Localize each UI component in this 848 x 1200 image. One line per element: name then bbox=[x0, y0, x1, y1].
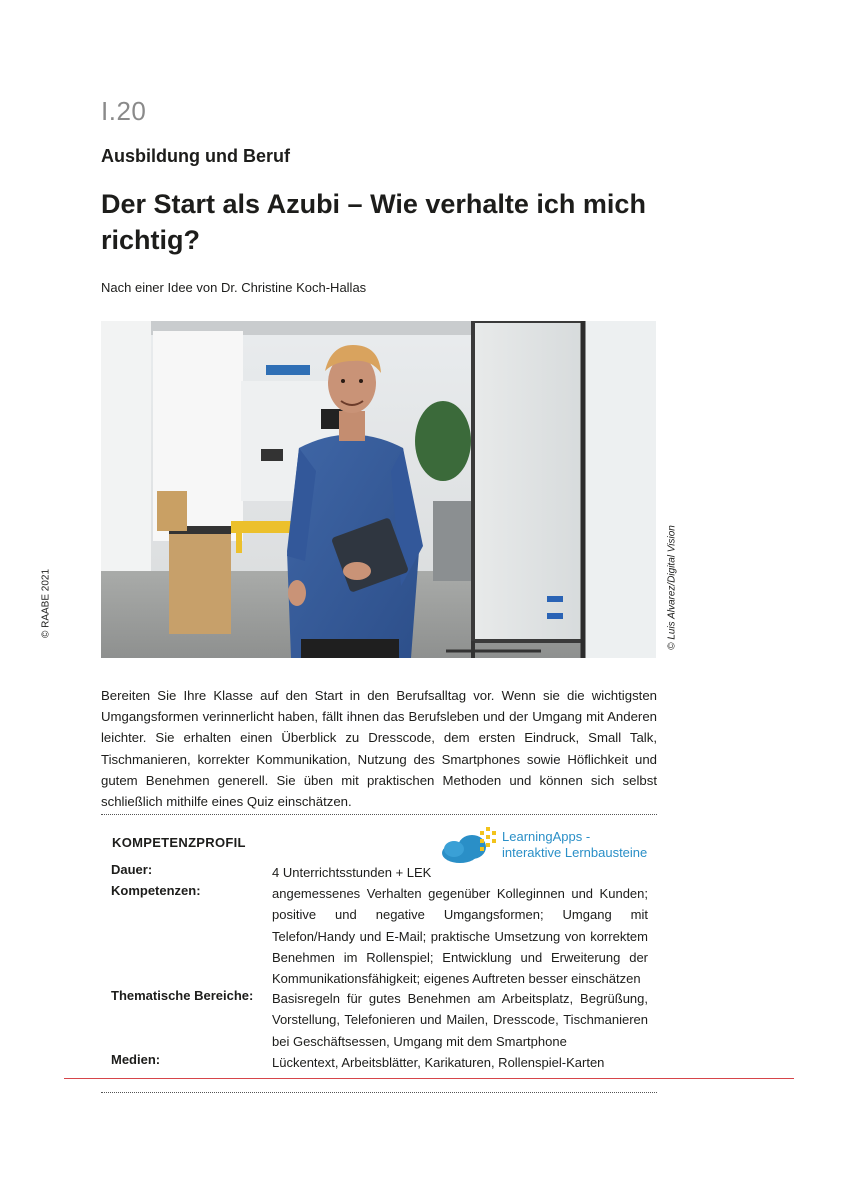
dauer-label: Dauer: bbox=[111, 862, 153, 877]
author-line: Nach einer Idee von Dr. Christine Koch-Hallas bbox=[101, 280, 367, 295]
photo-credit bbox=[664, 520, 678, 660]
learningapps-text bbox=[502, 829, 647, 861]
cloud-icon bbox=[440, 823, 500, 867]
category-label: Ausbildung und Beruf bbox=[101, 146, 290, 166]
photo-credit-text: © Luis Alvarez/Digital Vision bbox=[666, 525, 678, 650]
page-title: Der Start als Azubi – Wie verhalte ich mich richtig? bbox=[101, 189, 646, 255]
office-photo-illustration bbox=[101, 321, 656, 658]
dotted-divider-bottom bbox=[101, 1092, 657, 1093]
thematische-bereiche-value: Basisregeln für gutes Benehmen am Arbeitsplatz, Begrüßung, Vorstellung, Telefonieren und Mailen, Dresscode, Tischmanieren bei Geschäftsessen, Umgang mit dem Smartphone bbox=[272, 991, 648, 1049]
copyright-sidebar bbox=[36, 548, 50, 668]
kompetenzen-label: Kompetenzen: bbox=[111, 883, 201, 898]
learningapps-line1: LearningApps - bbox=[502, 829, 591, 844]
cover-photo bbox=[101, 321, 656, 658]
intro-paragraph: Bereiten Sie Ihre Klasse auf den Start in den Berufsalltag vor. Wenn sie die wichtigsten Umgangsformen verinnerlicht haben, fällt ihnen das Berufsleben und der Umgang mit Anderen leichter. Sie erhalten einen Überblick zu Dresscode, dem ersten Eindruck, Small Talk, Tischmanieren, korrekter Kommunikation, Nutzung des Smartphones sowie Höflichkeit und gutem Benehmen generell. Sie üben mit praktischen Methoden und können sich selbst schließlich mithilfe eines Quiz einschätzen. bbox=[101, 688, 657, 810]
kompetenzprofil-heading: KOMPETENZPROFIL bbox=[112, 835, 246, 850]
dotted-divider-top bbox=[101, 814, 657, 815]
dauer-value: 4 Unterrichtsstunden + LEK bbox=[272, 865, 432, 880]
copyright-text: © RAABE 2021 bbox=[40, 568, 52, 639]
unit-number: I.20 bbox=[101, 96, 147, 126]
red-rule bbox=[64, 1078, 794, 1079]
learningapps-logo[interactable] bbox=[440, 823, 660, 867]
kompetenzen-value: angemessenes Verhalten gegenüber Kolleginnen und Kunden; positive und negative Umgangsformen; Umgang mit Telefon/Handy und E-Mail; praktische Umsetzung von korrektem Benehmen im Rollenspiel; Entwicklung und Erweiterung der Kommunikationsfähigkeit; eigenes Auftreten besser einschätzen bbox=[272, 886, 648, 987]
learningapps-line2: interaktive Lernbausteine bbox=[502, 845, 648, 860]
medien-value: Lückentext, Arbeitsblätter, Karikaturen, Rollenspiel-Karten bbox=[272, 1055, 605, 1070]
medien-label: Medien: bbox=[111, 1052, 161, 1067]
thematische-bereiche-label: Thematische Bereiche: bbox=[111, 988, 254, 1003]
